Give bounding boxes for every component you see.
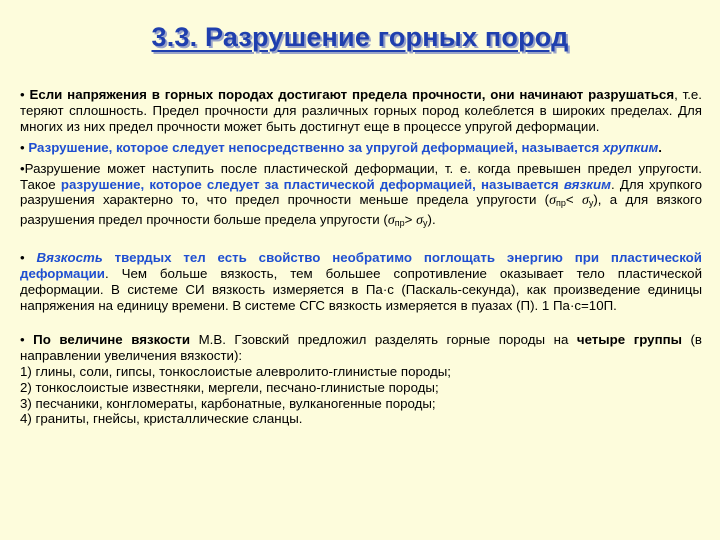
- bullet: •: [20, 87, 25, 102]
- bullet: •: [20, 250, 25, 266]
- ductile-text-2: . Для хрупкого разрушения характерно то, что предел прочности меньше предела упругости (: [20, 176, 703, 208]
- paragraph-strength: [20, 87, 702, 135]
- brittle-end: .: [658, 139, 662, 155]
- sigma-symbol: σ: [581, 193, 589, 209]
- sigma-symbol: σ: [549, 193, 556, 209]
- sigma-subscript: пр: [556, 198, 566, 209]
- ductile-text-4: ).: [427, 212, 436, 228]
- bullet: •: [20, 139, 25, 155]
- sigma-subscript: у: [588, 198, 594, 209]
- groups-text-2: (в направлении увеличения вязкости):: [20, 331, 702, 363]
- groups-lead: По величине вязкости: [33, 331, 191, 347]
- sigma-subscript: у: [423, 218, 428, 229]
- viscosity-text: . Чем больше вязкость, тем большее сопротивление оказывает тело пластической деформации. В системе СИ вязкость измеряется в Па·с (Паскаль-секунда), как произведение единицы напряжения на единицу времени. В системе СГС вязкость измеряется в пуазах (П). 1 Па·с=10П.: [20, 266, 702, 313]
- sigma-symbol: σ: [416, 213, 424, 229]
- strength-lead: Если напряжения в горных породах достигают предела прочности, они начинают разрушаться: [29, 87, 675, 102]
- viscosity-term: Вязкость: [36, 250, 103, 266]
- ductile-text-3: ), а для вязкого разрушения предел прочности больше предела упругости (: [20, 192, 702, 228]
- list-item: 3) песчаники, конгломераты, карбонатные, вулканогенные породы;: [20, 395, 436, 411]
- greater-than-sign: >: [404, 212, 417, 228]
- list-item: 1) глины, соли, гипсы, тонкослоистые алевролито-глинистые породы;: [20, 363, 451, 379]
- ductile-term: вязким: [563, 176, 611, 192]
- paragraph-groups: [20, 332, 702, 364]
- strength-text: , т.е. теряют сплошность. Предел прочности для различных горных пород колеблется в широких пределах. Для многих из них предел прочности может быть достигнут еще в процессе упругой деформации.: [20, 87, 702, 134]
- viscosity-definition: твердых тел есть свойство необратимо поглощать энергию при пластической деформации: [20, 250, 702, 282]
- sigma-symbol: σ: [387, 213, 395, 229]
- less-than-sign: <: [565, 192, 582, 208]
- slide-body: [20, 87, 702, 427]
- bullet: •: [20, 160, 25, 176]
- paragraph-viscosity: [20, 250, 702, 314]
- groups-count: четыре группы: [576, 331, 682, 347]
- groups-text-1: М.В. Гзовский предложил разделять горные породы на: [190, 331, 577, 347]
- brittle-term: хрупким: [602, 139, 659, 155]
- sigma-subscript: пр: [394, 218, 405, 229]
- paragraph-ductile: [20, 161, 702, 233]
- bullet: •: [20, 331, 25, 347]
- ductile-definition: разрушение, которое следует за пластической деформацией, называется: [60, 176, 564, 192]
- list-item: 2) тонкослоистые известняки, мергели, песчано-глинистые породы;: [20, 379, 439, 395]
- slide-title: 3.3. Разрушение горных пород: [151, 22, 569, 52]
- list-item: 4) граниты, гнейсы, кристаллические сланцы.: [20, 411, 303, 427]
- brittle-definition: Разрушение, которое следует непосредственно за упругой деформацией, называется: [28, 139, 603, 155]
- paragraph-brittle: [20, 140, 702, 156]
- ductile-text-1: Разрушение может наступить после пластической деформации, т. е. когда превышен предел упругости. Такое: [20, 160, 702, 192]
